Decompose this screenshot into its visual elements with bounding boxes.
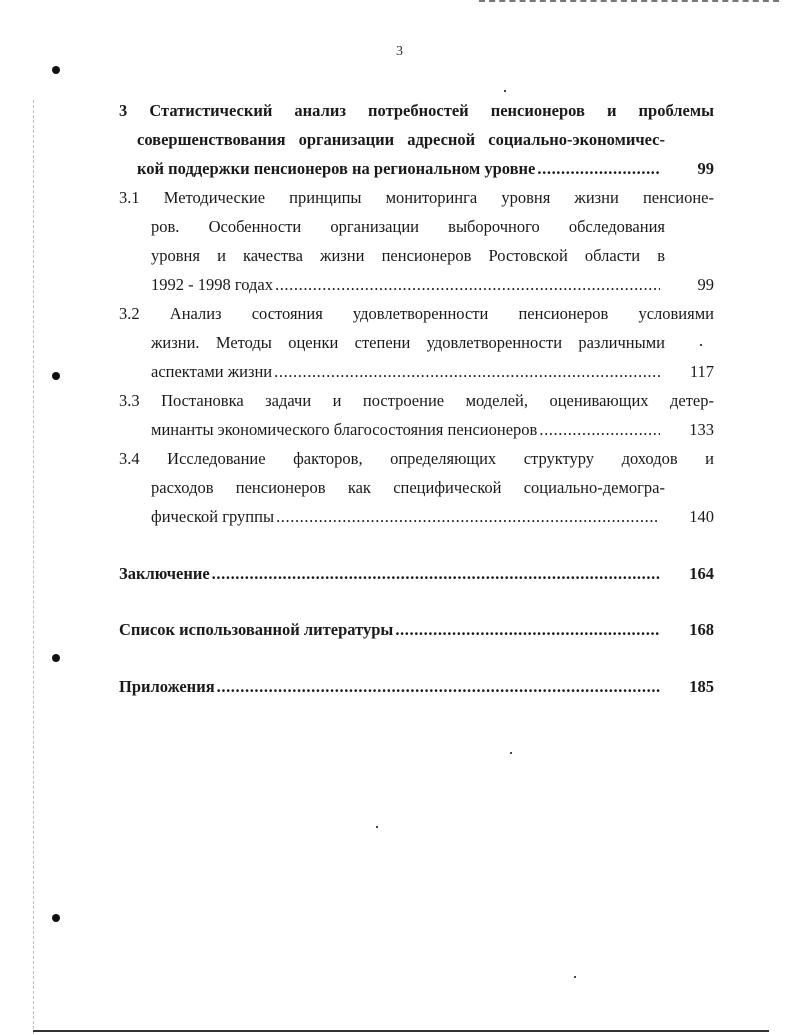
toc-page-number: 168	[689, 620, 714, 639]
toc-line: Список использованной литературы	[119, 620, 394, 639]
toc-line: 3.3 Постановка задачи и построение моделей, оценивающих детер-	[119, 391, 714, 410]
leader-dots	[217, 672, 660, 701]
toc-page-number: 164	[689, 564, 714, 583]
toc-page-number: 99	[697, 159, 714, 178]
scan-left-edge	[33, 100, 35, 1034]
toc-line: ров. Особенности организации выборочного обследования	[151, 217, 665, 236]
toc-line: совершенствования организации адресной социально-экономичес-	[137, 130, 665, 149]
toc-line: расходов пенсионеров как специфической социально-демогра-	[151, 478, 665, 497]
scan-top-edge-marks	[479, 0, 779, 4]
toc-line: аспектами жизни	[151, 362, 273, 381]
toc-line-with-page	[151, 270, 714, 299]
binder-hole-3	[52, 654, 60, 662]
toc-page-number: 140	[689, 507, 714, 526]
toc-line-with-page	[151, 357, 714, 386]
toc-line: жизни. Методы оценки степени удовлетворенности различными	[151, 333, 665, 352]
leader-dots	[537, 154, 660, 183]
leader-dots	[212, 559, 660, 588]
scan-speck	[510, 752, 512, 754]
toc-line-with-page	[119, 615, 714, 644]
toc-line: фической группы	[151, 507, 275, 526]
scan-bottom-edge	[33, 1030, 769, 1032]
toc-line-with-page	[119, 559, 714, 588]
toc-line: Приложения	[119, 677, 215, 696]
toc-page-number: 185	[689, 677, 714, 696]
toc-line: уровня и качества жизни пенсионеров Ростовской области в	[151, 246, 665, 265]
toc-line-with-page	[137, 154, 714, 183]
scan-speck	[574, 976, 576, 978]
scan-speck	[504, 90, 506, 92]
toc-line: кой поддержки пенсионеров на региональном уровне	[137, 159, 536, 178]
leader-dots	[275, 270, 660, 299]
leader-dots	[276, 502, 660, 531]
toc-line-with-page	[119, 672, 714, 701]
leader-dots	[274, 357, 660, 386]
binder-hole-2	[52, 372, 60, 380]
toc-line-with-page	[151, 415, 714, 444]
binder-hole-1	[52, 66, 60, 74]
toc-line: 3.4 Исследование факторов, определяющих структуру доходов и	[119, 449, 714, 468]
toc-line: Заключение	[119, 564, 210, 583]
toc-line: 1992 - 1998 годах	[151, 275, 273, 294]
binder-hole-4	[52, 914, 60, 922]
toc-line: 3.2 Анализ состояния удовлетворенности пенсионеров условиями	[119, 304, 714, 323]
toc-line: 3 Статистический анализ потребностей пенсионеров и проблемы	[119, 101, 714, 120]
toc-page-number: 133	[689, 420, 714, 439]
toc-page-number: 117	[689, 362, 714, 381]
toc-line-with-page	[151, 502, 714, 531]
toc-line: 3.1 Методические принципы мониторинга уровня жизни пенсионе-	[119, 188, 714, 207]
leader-dots	[539, 415, 660, 444]
toc-page-number: 99	[697, 275, 714, 294]
scan-speck	[700, 344, 702, 346]
toc-line: минанты экономического благосостояния пенсионеров	[151, 420, 538, 439]
leader-dots	[395, 615, 660, 644]
page-number: 3	[396, 44, 403, 59]
scan-speck	[376, 826, 378, 828]
